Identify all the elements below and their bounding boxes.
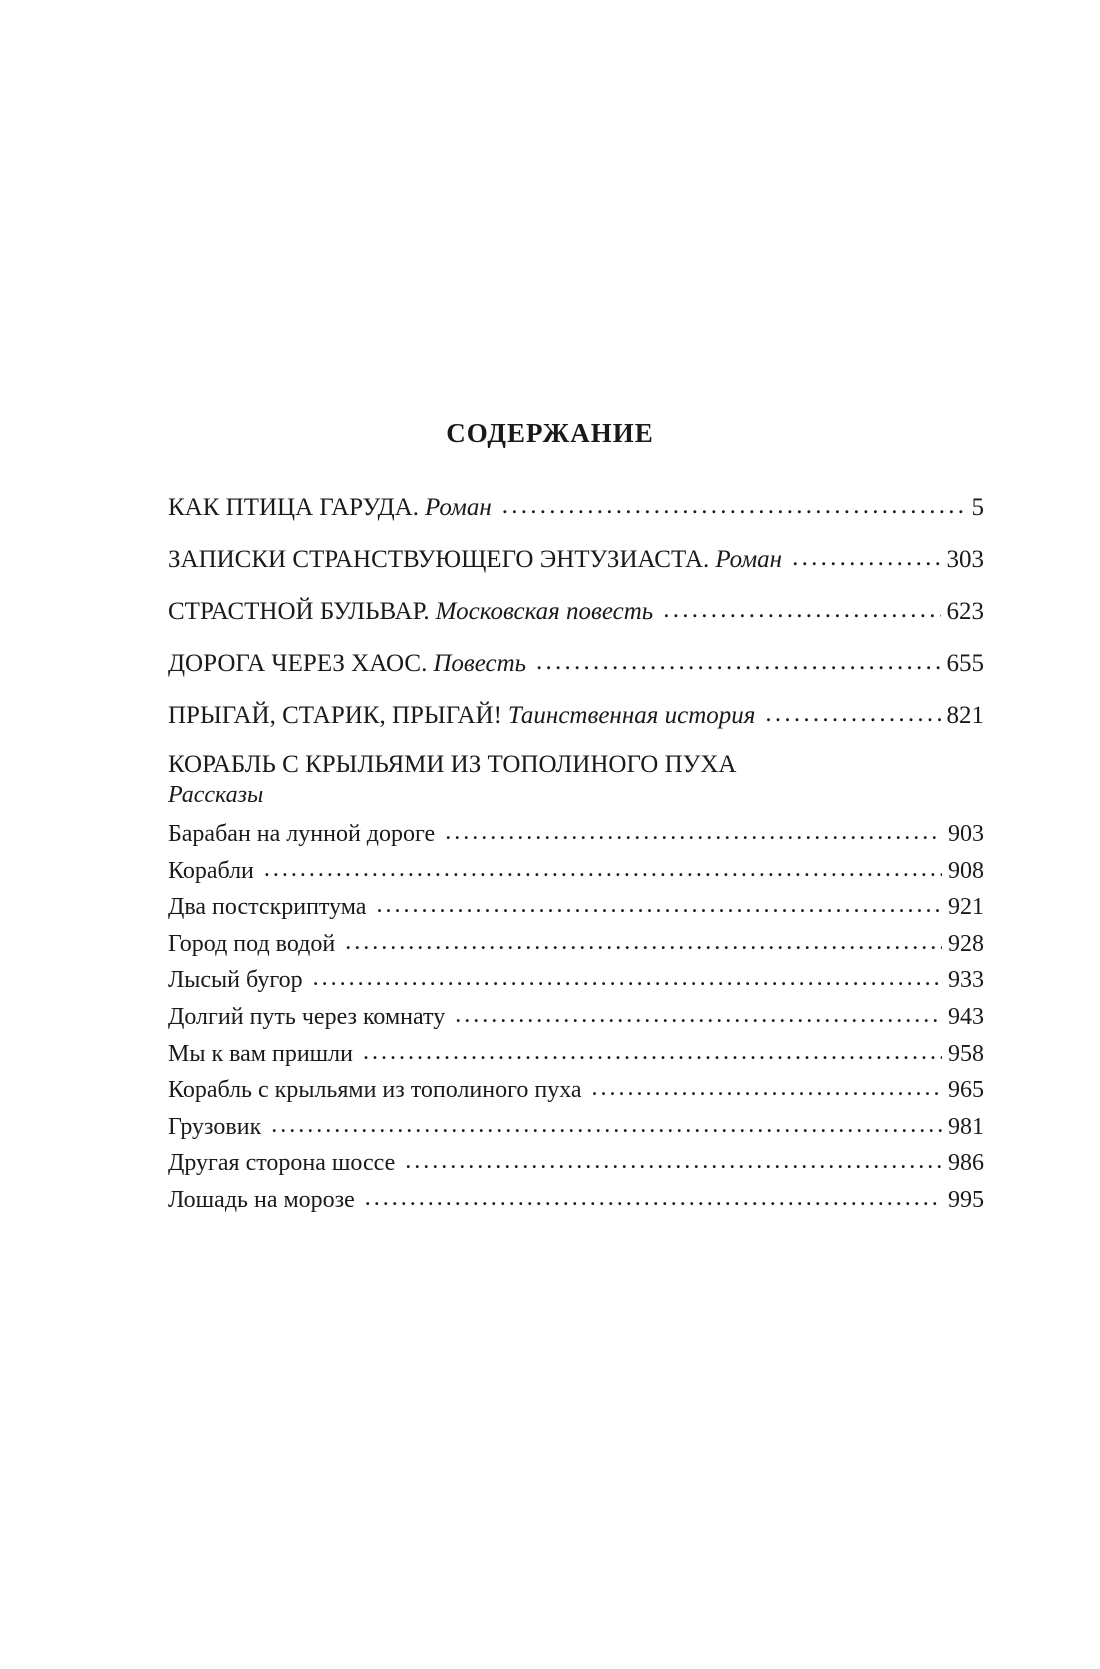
story-entry	[168, 1182, 984, 1219]
dot-leader	[405, 1143, 942, 1180]
dot-leader	[592, 1070, 942, 1107]
toc-entry	[168, 700, 984, 732]
page-title: СОДЕРЖАНИЕ	[446, 418, 654, 448]
table-of-contents	[168, 492, 984, 1219]
story-page-number: 908	[948, 857, 984, 884]
story-page-number: 986	[948, 1150, 984, 1177]
story-title: Долгий путь через комнату	[168, 1003, 446, 1030]
dot-leader	[663, 594, 940, 626]
dot-leader	[376, 887, 942, 924]
entry-subtitle: Роман	[425, 494, 492, 521]
story-entry	[168, 1145, 984, 1182]
story-entry	[168, 926, 984, 963]
story-list	[168, 816, 984, 1219]
entry-title: КАК ПТИЦА ГАРУДА.	[168, 494, 419, 521]
story-title: Грузовик	[168, 1113, 262, 1140]
story-page-number: 995	[948, 1186, 984, 1213]
toc-entry	[168, 648, 984, 680]
story-page-number: 981	[948, 1113, 984, 1140]
dot-leader	[363, 1034, 942, 1071]
story-page-number: 965	[948, 1077, 984, 1104]
dot-leader	[792, 542, 940, 574]
dot-leader	[271, 1107, 942, 1144]
dot-leader	[455, 997, 942, 1034]
story-entry	[168, 999, 984, 1036]
dot-leader	[765, 698, 940, 730]
entry-title: ПРЫГАЙ, СТАРИК, ПРЫГАЙ!	[168, 702, 502, 729]
entry-title: СТРАСТНОЙ БУЛЬВАР.	[168, 598, 430, 625]
entry-page-number: 5	[971, 494, 984, 521]
entry-page-number: 623	[946, 598, 984, 625]
story-entry	[168, 853, 984, 890]
entry-title: ЗАПИСКИ СТРАНСТВУЮЩЕГО ЭНТУЗИАСТА.	[168, 546, 710, 573]
story-entry	[168, 816, 984, 853]
story-entry	[168, 1109, 984, 1146]
entry-page-number: 303	[946, 546, 984, 573]
story-entry	[168, 962, 984, 999]
story-title: Корабли	[168, 857, 254, 884]
dot-leader	[345, 924, 942, 961]
story-title: Два постскриптума	[168, 894, 367, 921]
entry-title: ДОРОГА ЧЕРЕЗ ХАОС.	[168, 650, 428, 677]
story-title: Город под водой	[168, 930, 336, 957]
story-page-number: 933	[948, 967, 984, 994]
story-page-number: 958	[948, 1040, 984, 1067]
story-title: Мы к вам пришли	[168, 1040, 353, 1067]
story-page-number: 928	[948, 930, 984, 957]
section-subtitle: Рассказы	[168, 782, 264, 808]
entry-page-number: 821	[946, 702, 984, 729]
story-page-number: 921	[948, 894, 984, 921]
story-title: Лошадь на морозе	[168, 1186, 355, 1213]
dot-leader	[536, 646, 940, 678]
story-entry	[168, 1036, 984, 1073]
entry-subtitle: Московская повесть	[435, 598, 654, 625]
toc-entry	[168, 492, 984, 524]
story-title: Лысый бугор	[168, 967, 303, 994]
story-title: Корабль с крыльями из тополиного пуха	[168, 1077, 582, 1104]
story-entry	[168, 889, 984, 926]
story-title: Другая сторона шоссе	[168, 1150, 396, 1177]
story-entry	[168, 1072, 984, 1109]
story-page-number: 903	[948, 821, 984, 847]
dot-leader	[313, 960, 942, 997]
dot-leader	[264, 851, 942, 888]
story-title: Барабан на лунной дороге	[168, 821, 436, 847]
entry-subtitle: Таинственная история	[507, 702, 756, 729]
section-title: КОРАБЛЬ С КРЫЛЬЯМИ ИЗ ТОПОЛИНОГО ПУХА	[168, 751, 737, 778]
dot-leader	[365, 1180, 942, 1217]
story-page-number: 943	[948, 1003, 984, 1030]
dot-leader	[502, 490, 966, 522]
entry-page-number: 655	[946, 650, 984, 677]
dot-leader	[445, 814, 942, 851]
entry-subtitle: Повесть	[433, 650, 527, 677]
entry-subtitle: Роман	[715, 546, 783, 573]
toc-entry	[168, 596, 984, 628]
toc-entry	[168, 544, 984, 576]
